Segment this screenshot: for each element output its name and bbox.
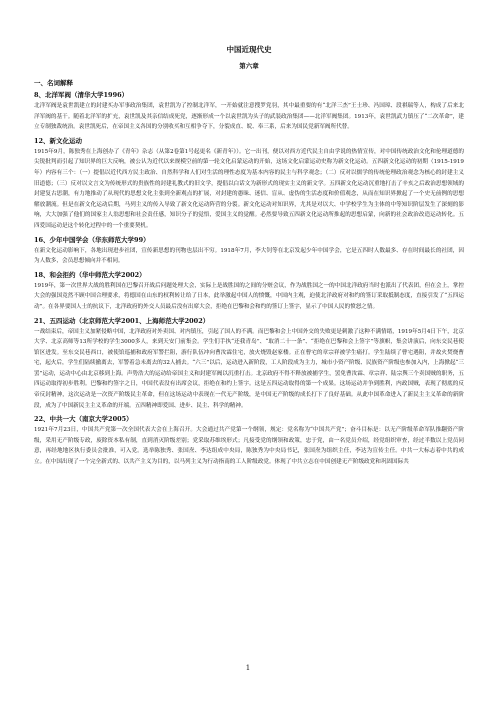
entry-term: 18、和会拒约（华中师范大学2002） <box>34 270 146 279</box>
document-page <box>34 44 464 468</box>
entry-text: 一战结束后，帝国主义加紧侵略中国，北洋政府对外卖国、对内镇压，引起了国人的不满。而巴黎和会上中国外交的失败更是刺激了这种不满情绪，1919年5月4日下午，北京大学、北京高师等13所学校的学生3000多人，来到天安门前集会。学生们手执“还我青岛”、“取消二十一条”、“拒绝在巴黎和会上签字”等旗帜，集会讲演后，向东交民巷使馆区进发。至东交民巷西口，被使馆巡捕和政府军警拦阻，游行队伍冲向曹汝霖住宅，放火烧毁赵家楼。正在曹宅的章宗祥被学生痛打。学生陆续了曹宅遇阻，并故火焚烧曹宅，起火后，学生们陆续撤离去，军警着急未离去的32人捕去。“六三”以后，运动进入新阶段，工人阶段成为主力，城市小资产阶级、民族资产阶级也参加入内，上海掀起“三罢”运动，运动中心由北京移到上海。声势浩大的运动给帝国主义和封建军阀以沉重打击。北京政府不得不释放被捕学生，罢免曹汝霖、章宗祥、陆宗舆三个卖国贼的职务，五四运动取得初步胜利。巴黎和约签字之日，中国代表没有出席会议，拒绝在和约上签字。这是五四运动取得的第一个成果。这场运动并争到胜利，内政国贼，表现了彻底的反帝反封精神，这次运动是一次资产阶级民主革命，但在这场运动中表现在一代无产阶级，是中国无产阶级的成长打下了良好基础。从此中国革命进入了新民主主义革命的新阶段，成为了中国新民主主义革命的开端。五四精神即爱国、进步、民主、科学的精神。 <box>34 328 464 409</box>
document-title: 中国近现代史 <box>226 45 272 54</box>
entry <box>34 414 464 467</box>
entry <box>34 136 464 232</box>
entry-text: 1921年7月23日，中国共产党第一次全国代表大会在上海召开。大会通过共产党第一个纲领，规定：党名称为“中国共产党”；奋斗目标是：以无产阶级革命军队推翻资产阶级，采用无产阶级专政，废除资本私有制，直到消灭阶级差别；党采取苏维埃形式；凡接受党的纲领和政策，忠于党，由一名党员介绍，经党组织审查，经过半数以上党员同意，再经地地区执行委员会批准，可入党。选举陈独秀、张国焘、李达组成中央局，陈独秀为中央局书记，张国焘为组织主任，李达为宣传主任。中共一大标志着中共的成立。在中国出现了一个完全新式的、以共产主义为目的，以马列主义为行动指南的工人阶级政党。体现了中共立志在中国创建无产阶级政党和巩固国际共 <box>34 427 464 466</box>
entry <box>34 270 464 313</box>
entry <box>34 90 464 133</box>
entry-text: 在新文化运动影响下，各地出现进步社团，宣传新思想的刊物也层出不穷。1918年7月，李大钊等在北京发起少年中国学会，它是五四时人数最多、存在时间最长的社团，因为人数多，会员思想倾向并不相同。 <box>34 247 464 265</box>
entry <box>34 316 464 412</box>
entry-term: 12、新文化运动 <box>34 136 83 145</box>
page-number: 1 <box>245 664 251 672</box>
entry <box>34 235 464 267</box>
section-heading: 一、名词解释 <box>34 79 73 87</box>
entry-term: 16、少年中国学会（华东师范大学99） <box>34 235 150 244</box>
entry-text: 1919年，第一次世界大战的胜利国在巴黎召开战后问题处理大会，实际上是战胜国的之间的分赃会议，作为战胜国之一的中国北洋政府当时也派出了代表团，但在会上，掌控大会的强国竟然不顾中国合理要求，将德国在山东的权利转让给了日本，此举激起中国人的愤慨，中国内主观，迫使北洋政府对和约的签订采取抵制态度，直接引发了“五四运动”。在各界要国人士的抗议下，北洋政府的外交人员最后没有出席大会，拒绝在巴黎和会和约的签订上签字，显示了中国人民的愤怒之情。 <box>34 282 464 310</box>
chapter-heading: 第六章 <box>239 62 259 70</box>
entry-term: 21、五四运动（北京师范大学2001、上海师范大学2002） <box>34 316 210 325</box>
entry-term: 8、北洋军阀（清华大学1996） <box>34 91 129 99</box>
entry-text: 北洋军阀是袁世凯建立的封建买办军事政治集团，袁世凯为了控制北洋军，一开始就注意搜罗党羽，其中最重要的有“北洋三杰”王士珍、冯国璋、段祺瑞等人，构成了后来北洋军阀的基干。随着北洋军的扩充，袁世凯及其亲信结成死党，逐渐形成一个以袁世凯为头子的武装政治集团——北洋军阀集团。1913年，袁世凯武力镇压了“二次革命”，建立专制独裁统治。袁世凯死后，在帝国主义各国的分别收买和互相争夺下，分裂成直、皖、奉三系，后来为国民党新军阀所代替。 <box>34 103 464 131</box>
entry-text: 1915年9月，陈独秀在上海创办了《青年》杂志（从第2卷第1号起更名《新青年》）。它一出刊，便以对西方近代民主自由学说的热情宣传，对中国传统政治文化和伦理道德的尖锐批判而引起了知识界的巨大反响，被公认为近代以来规模空前的第一轮文化启蒙运动的开始，这场文化启蒙运动史称为新文化运动。五四新文化运动的初期（1915-1919年）内容有三个：（一）提倡以近代西方民主政治、自然科学和人们对生活的理性态度为基本内容的民主与科学观念；（二）反对以儒学的传统伦理政治观念为核心的封建主义旧道德；（三）反对以文言文为传统形式的贵族性的封建礼教式的旧文学，提倡以白话文为新形式的现实主义的新文学。五四新文化运动沉重地打击了辛亥之后政治思想领域的封建复古思潮，有力地推动了从现代的思想文化主张到全新观点的扩展，对封建的愚昧、迷信、盲从、虚伪的生活态度和价值观念，从而在知识界掀起了一个史无前例的思想解放潮流。但是在新文化运动后期，马列主义的传入导致了新文化运动阵营的分裂。新文化运动对知识界，尤其是对以大、中学校学生为主体的中等知识阶层发生了深刻的影响，大大加强了他们的国家主人翁思想和社会责任感，知识分子的觉悟，爱国主义的觉醒。必然要导致五四新文化运动所推起的思想启蒙，向新的社会政治改造运动转化。五四爱国运动是这个转化过程中的一个重要契机。 <box>34 148 464 229</box>
entry-term: 22、中共一大（南京大学2005） <box>34 415 133 424</box>
